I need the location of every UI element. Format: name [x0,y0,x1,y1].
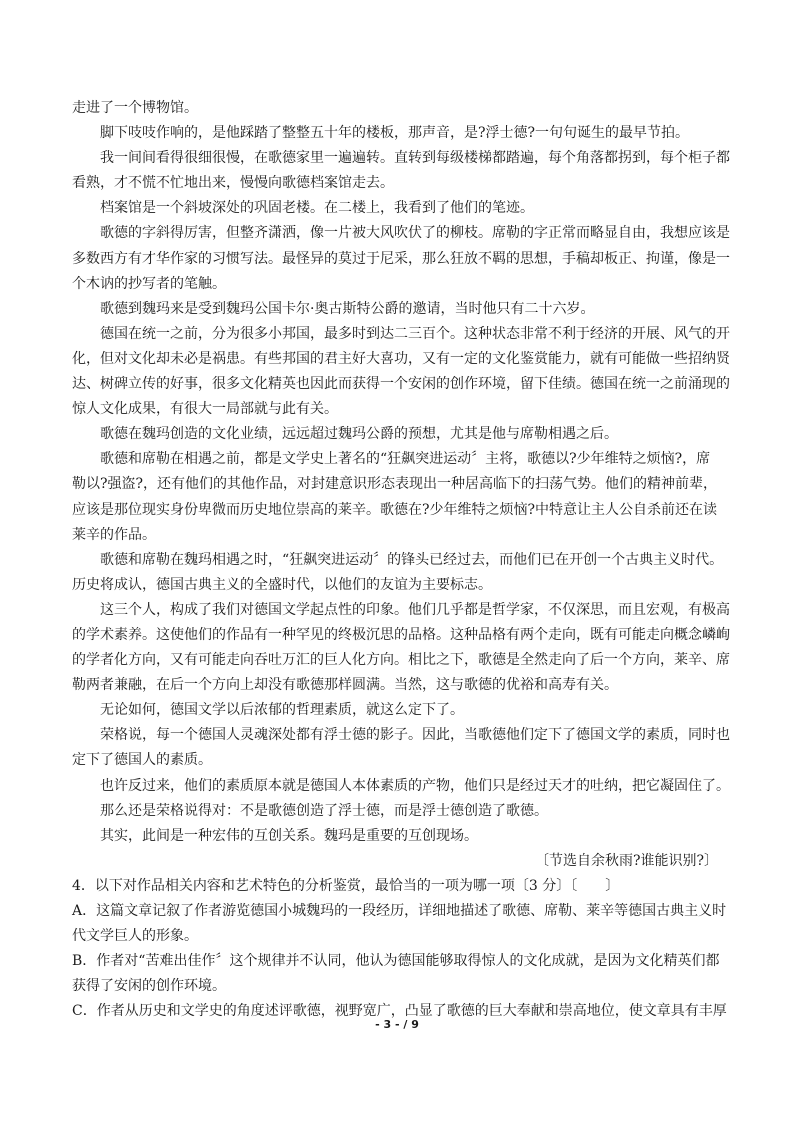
passage-line: 其实，此间是一种宏伟的互创关系。魏玛是重要的互创现场。 [100,827,478,844]
option-line: A．这篇文章记叙了作者游览德国小城魏玛的一段经历，详细地描述了歌德、席勒、莱辛等德国古典主义时 [72,903,727,919]
passage-line: 化，但对文化却未必是祸患。有些邦国的君主好大喜功，又有一定的文化鉴赏能力，就有可能做一些招纳贤 [72,350,730,367]
passage-line: 达、树碑立传的好事，很多文化精英也因此而获得一个安闲的创作环境，留下佳绩。德国在统一之前涌现的 [72,376,730,393]
answer-options [72,899,727,1024]
passage-line: 应该是那位现实身份卑微而历史地位崇高的莱辛。歌德在?少年维特之烦恼?中特意让主人公自杀前还在读 [72,501,718,518]
option-line: 获得了安闲的创作环境。 [72,978,226,995]
document-body [72,96,730,1024]
passage-line: 德国在统一之前，分为很多小邦国，最多时到达二三百个。这种状态非常不利于经济的开展、风气的开 [100,325,730,342]
passage-line: 的学术素养。这使他们的作品有一种罕见的终极沉思的品格。这种品格有两个走向，既有可能走向概念嶙峋 [72,626,730,643]
passage-line: 多数西方有才华作家的习惯写法。最怪异的莫过于尼采，那么狂放不羁的思想，手稿却板正、拘谨，像是一 [72,250,730,267]
passage-line: 荣格说，每一个德国人灵魂深处都有浮士德的影子。因此，当歌德他们定下了德国文学的素质，同时也 [100,727,730,744]
passage-line: 无论如何，德国文学以后浓郁的哲理素质，就这么定下了。 [100,702,464,719]
passage-line: 脚下吱吱作响的，是他踩踏了整整五十年的楼板，那声音，是?浮士德?一句句诞生的最早节拍。 [100,125,690,142]
passage-line: 历史将成认，德国古典主义的全盛时代，以他们的友谊为主要标志。 [72,576,492,593]
option-line: B．作者对“苦难出佳作〞这个规律并不认同，他认为德国能够取得惊人的文化成就，是因为文化精英们都 [72,953,720,970]
passage-line: 惊人文化成果，有很大一局部就与此有关。 [72,401,338,418]
passage-line: 莱辛的作品。 [72,526,156,543]
passage-line: 歌德在魏玛创造的文化业绩，远远超过魏玛公爵的预想，尤其是他与席勒相遇之后。 [100,426,618,443]
passage-line: 走进了一个博物馆。 [72,100,198,116]
passage-line: 的学者化方向，又有可能走向吞吐万汇的巨人化方向。相比之下，歌德是全然走向了后一个方向，莱辛、席 [72,652,730,669]
passage-line: 这三个人，构成了我们对德国文学起点性的印象。他们几乎都是哲学家，不仅深思，而且宏观，有极高 [100,601,730,618]
passage-line: 我一间间看得很细很慢，在歌德家里一遍遍转。直转到每级楼梯都踏遍，每个角落都拐到，每个柜子都 [100,150,730,167]
passage-line: 个木讷的抄写者的笔触。 [72,275,226,292]
source-citation: 〔节选自余秋雨?谁能识别?〕 [534,852,718,869]
passage-line: 歌德到魏玛来是受到魏玛公国卡尔·奥古斯特公爵的邀请，当时他只有二十六岁。 [100,300,595,317]
passage-line: 勒以?强盗?，还有他们的其他作品，对封建意识形态表现出一种居高临下的扫荡气势。他们的精神前辈， [72,476,718,493]
page-number: - 3 - / 9 [375,1018,419,1031]
option-line: 代文学巨人的形象。 [72,928,198,945]
passage-line: 歌德和席勒在魏玛相遇之时，“狂飙突进运动〞的锋头已经过去，而他们已在开创一个古典主义时代。 [100,551,724,568]
question-4: 4．以下对作品相关内容和艺术特色的分析鉴赏，最恰当的一项为哪一项〔3 分〕〔 〕 [72,877,620,894]
option-line: C．作者从历史和文学史的角度述评歌德，视野宽广，凸显了歌德的巨大奉献和崇高地位，使文章具有丰厚 [72,1003,727,1020]
passage-line: 歌德和席勒在相遇之前，都是文学史上著名的“狂飙突进运动〞主将，歌德以?少年维特之烦恼?，席 [100,451,711,468]
passage [72,96,730,849]
passage-line: 歌德的字斜得厉害，但整齐潇洒，像一片被大风吹伏了的柳枝。席勒的字正常而略显自由，我想应该是 [100,225,730,242]
passage-line: 也许反过来，他们的素质原本就是德国人本体素质的产物，他们只是经过天才的吐纳，把它凝固住了。 [100,777,730,794]
passage-line: 勒两者兼融，在后一个方向上却没有歌德那样圆满。当然，这与歌德的优裕和高寿有关。 [72,677,618,694]
passage-line: 看熟，才不慌不忙地出来，慢慢向歌德档案馆走去。 [72,175,394,192]
passage-line: 那么还是荣格说得对：不是歌德创造了浮士德，而是浮士德创造了歌德。 [100,802,548,819]
passage-line: 定下了德国人的素质。 [72,752,212,769]
passage-line: 档案馆是一个斜坡深处的巩固老楼。在二楼上，我看到了他们的笔迹。 [100,200,534,217]
